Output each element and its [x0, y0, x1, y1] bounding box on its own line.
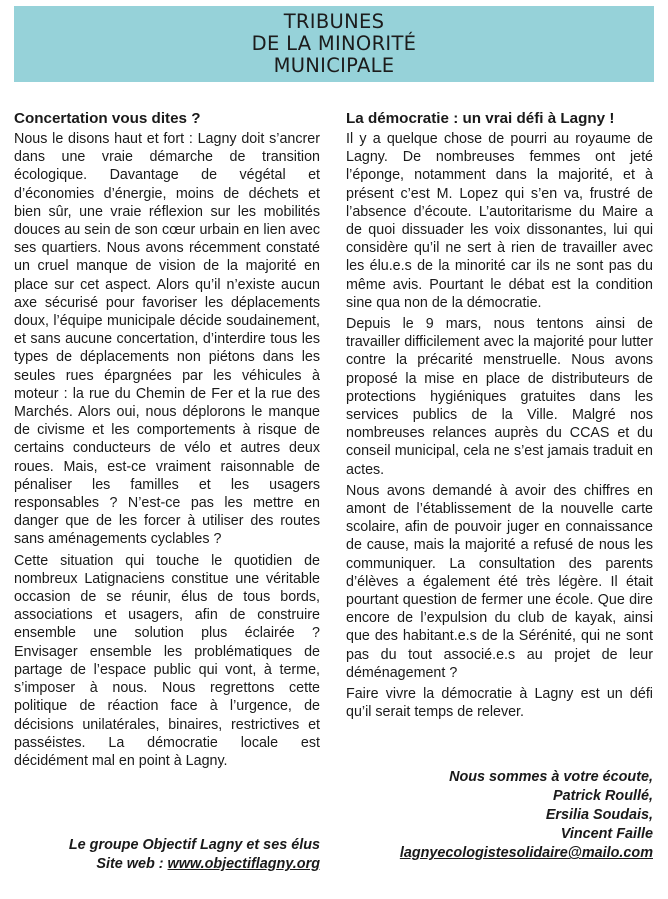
banner-title-line-3: MUNICIPALE	[273, 54, 395, 77]
banner-title-line-1: TRIBUNES	[283, 10, 385, 33]
right-signature	[346, 768, 653, 863]
section-banner	[14, 6, 654, 82]
left-paragraph-2: Cette situation qui touche le quotidien de nombreux Latignaciens constitue une véritable occasion de se réunir, élus de tous bords, associations et usagers, afin de construire ensemble une solution plus éclairée ? Envisager ensemble les problématiques de partage de l’espace public qui vont, à terme, s’imposer à nous. Nous regrettons cette politique de réaction face à l’urgence, de décisions unilatérales, binaires, restrictives et passéistes. La démocratie locale est décidément mal en point à Lagny.	[14, 552, 320, 769]
left-paragraph-1: Nous le disons haut et fort : Lagny doit s’ancrer dans une vraie démarche de transition écologique. Davantage de végétal et d’économies d’énergie, moins de déchets et bien sûr, une vraie réflexion sur les mobilités douces au sein de son cœur urbain en lien avec ses quartiers. Nous avons récemment constaté un cruel manque de vision de la majorité en place sur cet aspect. Alors qu’il n’existe aucun axe sécurisé pour favoriser les déplacements doux, l’équipe municipale décide soudainement, et sans aucune concertation, d’interdire tous les types de déplacements non piétons dans les seules rues épargnées par les véhicules à moteur : la rue du Chemin de Fer et la rue des Marchés. Alors oui, nous déplorons le manque de civisme et les comportements à risque de certains conducteurs de vélo et autres deux roues. Mais, est-ce vraiment raisonnable de pénaliser les familles et les usagers responsables ? N’est-ce pas les mettre en danger que de les forcer à utiliser des routes sans aménagements cyclables ?	[14, 131, 320, 548]
banner-title-line-2: DE LA MINORITÉ	[251, 32, 417, 55]
website-link[interactable]: www.objectiflagny.org	[167, 856, 320, 872]
right-paragraph-4: Faire vivre la démocratie à Lagny est un défi qu’il serait temps de relever.	[346, 686, 653, 721]
email-link[interactable]: lagnyecologistesolidaire@mailo.com	[399, 845, 653, 861]
left-signature-group: Le groupe Objectif Lagny et ses élus	[68, 837, 320, 853]
website-label: Site web :	[96, 856, 168, 872]
right-paragraph-3: Nous avons demandé à avoir des chiffres en amont de l’établissement de la nouvelle carte scolaire, afin de pouvoir juger en connaissance de cause, mais la majorité a refusé de nous les communiquer. La consultation des parents d’élèves a également été très légère. Il était pourtant question de fermer une école. Que dire encore de l’expulsion du club de kayak, ainsi que des habitant.e.s de la Sérénité, qui ne sont pas du tout associé.e.s au projet de leur déménagement ?	[346, 482, 653, 681]
right-signature-name-1: Patrick Roullé,	[553, 788, 653, 804]
left-heading: Concertation vous dites ?	[14, 110, 201, 127]
left-column	[14, 110, 320, 773]
right-heading: La démocratie : un vrai défi à Lagny !	[346, 110, 615, 127]
right-signature-name-3: Vincent Faille	[560, 826, 653, 842]
right-paragraph-2: Depuis le 9 mars, nous tentons ainsi de travailler difficilement avec la majorité pour lutter contre la précarité menstruelle. Nous avons proposé la mise en place de distributeurs de protections hygiéniques gratuites dans les services publics de la Ville. Malgré nos nombreuses relances auprès du CCAS et du conseil municipal, cela ne s’est jamais traduit en actes.	[346, 316, 653, 478]
right-paragraph-1: Il y a quelque chose de pourri au royaume de Lagny. De nombreuses femmes ont jeté l’éponge, notamment dans la majorité, et à présent c’est M. Lopez qui s’en va, frustré de l’absence d’écoute. L’autoritarisme du Maire a de quoi dissuader les voix dissonantes, lui qui considère qu’il ne sert à rien de travailler avec les élu.e.s de la minorité car ils ne sont pas du même avis. Pourtant le débat est la condition sine qua non de la démocratie.	[346, 131, 653, 311]
left-website-line	[14, 855, 320, 874]
right-column	[346, 110, 653, 725]
right-signature-intro: Nous sommes à votre écoute,	[449, 769, 653, 785]
right-signature-name-2: Ersilia Soudais,	[545, 807, 653, 823]
left-signature	[14, 836, 320, 874]
